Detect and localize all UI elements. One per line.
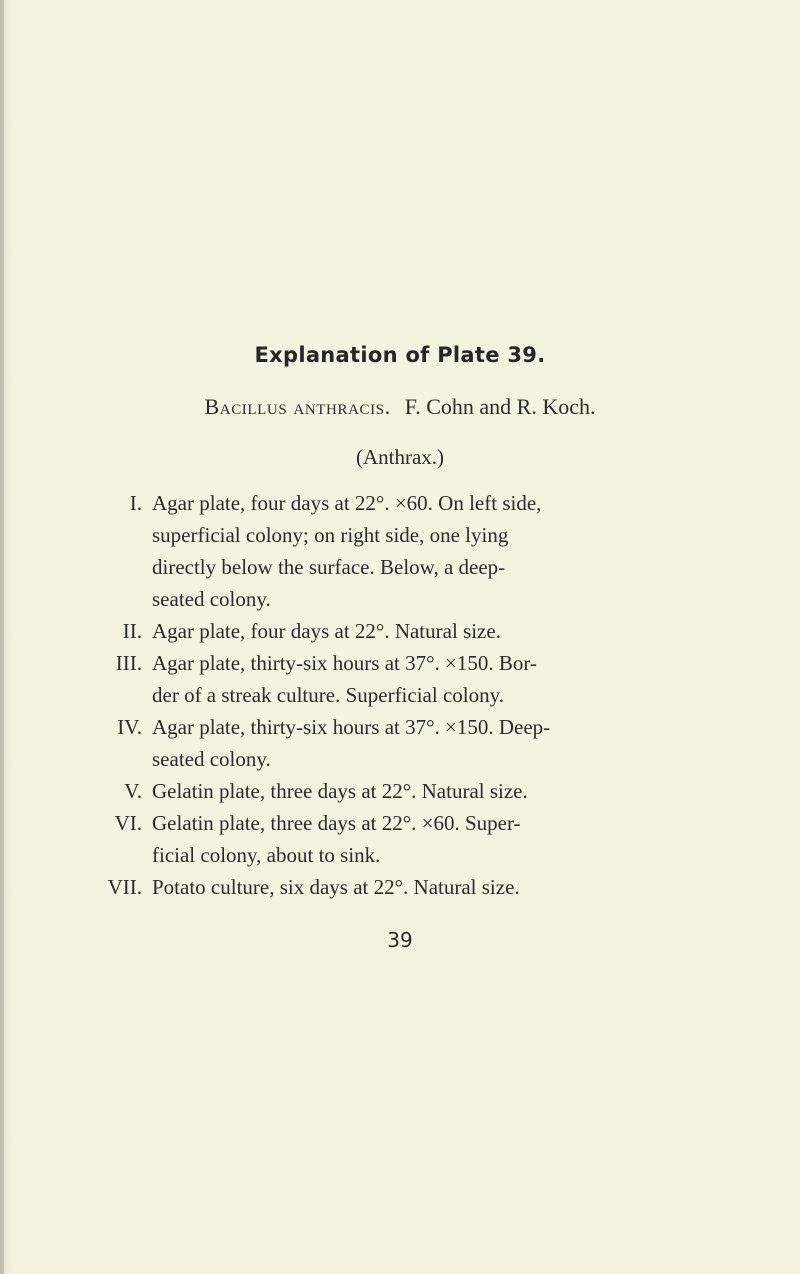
entry-line: directly below the surface. Below, a deep- xyxy=(152,555,506,579)
entry-line: Agar plate, thirty-six hours at 37°. ×150. Bor- xyxy=(152,651,537,675)
entry-numeral: II. xyxy=(122,619,142,643)
page-number: 39 xyxy=(387,928,413,952)
species-name: Bacillus anthracis. xyxy=(204,394,391,419)
entry-text xyxy=(152,487,722,615)
entry-numeral: III. xyxy=(115,651,142,675)
plate-entry xyxy=(82,711,722,775)
entry-line: Agar plate, four days at 22°. Natural size. xyxy=(152,619,501,643)
plate-entry xyxy=(82,647,722,711)
entry-text xyxy=(152,807,722,871)
plate-entries-list xyxy=(82,487,722,903)
common-name: (Anthrax.) xyxy=(355,445,445,469)
page-title: Explanation of Plate 39. xyxy=(254,343,546,367)
plate-entry xyxy=(82,487,722,615)
entry-numeral: VI. xyxy=(114,811,142,835)
entry-line: seated colony. xyxy=(152,747,271,771)
page-binding-edge xyxy=(0,0,4,1274)
plate-entry xyxy=(82,615,722,647)
entry-numeral: I. xyxy=(129,491,142,515)
entry-text xyxy=(152,615,722,647)
entry-numeral: V. xyxy=(124,779,142,803)
entry-line: Gelatin plate, three days at 22°. Natural size. xyxy=(152,779,528,803)
plate-entry xyxy=(82,807,722,871)
entry-numeral: VII. xyxy=(107,875,142,899)
species-authors: F. Cohn and R. Koch. xyxy=(404,394,596,419)
entry-line: seated colony. xyxy=(152,587,271,611)
entry-text xyxy=(152,871,722,903)
entry-line: superficial colony; on right side, one lying xyxy=(152,523,509,547)
entry-text xyxy=(152,647,722,711)
species-heading xyxy=(0,394,800,420)
entry-line: Gelatin plate, three days at 22°. ×60. Super- xyxy=(152,811,521,835)
entry-numeral: IV. xyxy=(117,715,142,739)
entry-text xyxy=(152,711,722,775)
plate-entry xyxy=(82,775,722,807)
entry-line: Agar plate, four days at 22°. ×60. On left side, xyxy=(152,491,542,515)
entry-text xyxy=(152,775,722,807)
plate-entry xyxy=(82,871,722,903)
entry-line: ficial colony, about to sink. xyxy=(152,843,381,867)
entry-line: Potato culture, six days at 22°. Natural size. xyxy=(152,875,520,899)
entry-line: der of a streak culture. Superficial colony. xyxy=(152,683,504,707)
entry-line: Agar plate, thirty-six hours at 37°. ×150. Deep- xyxy=(152,715,551,739)
